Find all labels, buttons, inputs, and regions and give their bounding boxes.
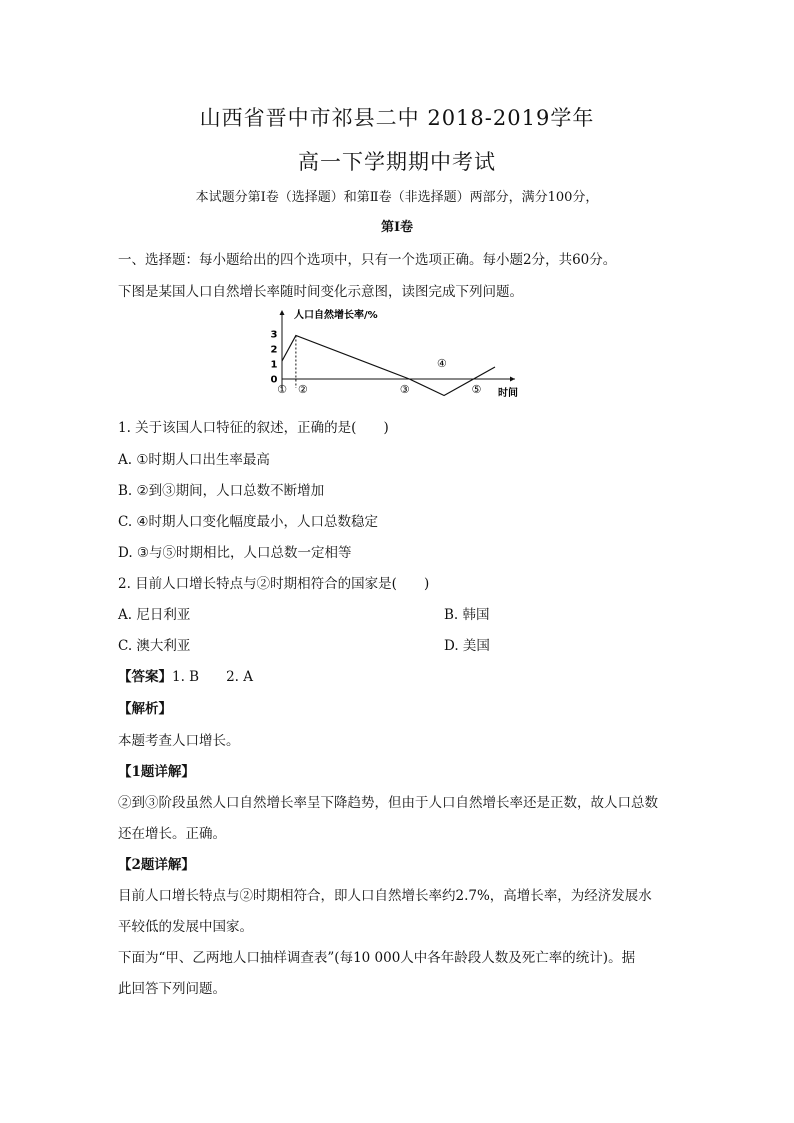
detail1-line1: ②到③阶段虽然人口自然增长率呈下降趋势，但由于人口自然增长率还是正数，故人口总数 [118, 795, 658, 811]
q2-stem: 2. 目前人口增长特点与②时期相符合的国家是( ) [118, 576, 430, 592]
q1-option-d: D. ③与⑤时期相比，人口总数一定相等 [118, 545, 352, 561]
chart-ylabel: 人口自然增长率/% [294, 310, 378, 321]
chart-markers [277, 357, 481, 396]
analysis-text: 本题考查人口增长。 [118, 733, 240, 749]
period-marker: ④ [436, 357, 447, 370]
detail2-line1: 目前人口增长特点与②时期相符合，即人口自然增长率约2.7%，高增长率，为经济发展水 [118, 888, 652, 904]
q2-option-d: D. 美国 [444, 638, 490, 654]
q1-option-c: C. ④时期人口变化幅度最小，人口总数稳定 [118, 514, 379, 530]
answer-text: 1. B 2. A [172, 669, 254, 685]
chart-ticks [271, 330, 278, 386]
detail2-line2: 平较低的发展中国家。 [118, 919, 253, 935]
period-marker: ③ [399, 383, 410, 396]
answer-line [118, 665, 253, 685]
q2-option-b: B. 韩国 [444, 607, 490, 623]
q1-option-a: A. ①时期人口出生率最高 [118, 452, 270, 468]
chart-axes [280, 310, 516, 389]
q1-stem: 1. 关于该国人口特征的叙述，正确的是( ) [118, 420, 389, 436]
figure-lead: 下图是某国人口自然增长率随时间变化示意图，读图完成下列问题。 [118, 284, 523, 300]
exam-title-line2: 高一下学期期中考试 [298, 150, 496, 174]
y-axis-arrow [280, 310, 285, 315]
analysis-label: 【解析】 [118, 701, 172, 717]
exam-title-line1: 山西省晋中市祁县二中 2018-2019学年 [199, 106, 595, 130]
section-heading: 一、选择题：每小题给出的四个选项中，只有一个选项正确。每小题2分，共60分。 [118, 252, 617, 268]
q1-option-b: B. ②到③期间，人口总数不断增加 [118, 483, 325, 499]
q2-option-a: A. 尼日利亚 [118, 607, 191, 623]
answer-label: 【答案】 [118, 669, 172, 685]
y-tick-label: 0 [270, 374, 278, 386]
period-marker: ⑤ [471, 383, 482, 396]
x-axis-arrow [510, 377, 515, 382]
q2-option-c: C. 澳大利亚 [118, 638, 191, 654]
detail2-label: 【2题详解】 [118, 857, 195, 873]
volume-heading: 第Ⅰ卷 [380, 220, 414, 235]
growth-rate-line [282, 336, 495, 396]
period-marker: ② [297, 383, 308, 396]
chart-xlabel: 时间 [498, 388, 518, 399]
detail1-label: 【1题详解】 [118, 764, 195, 780]
growth-rate-chart [270, 306, 530, 406]
y-tick-label: 1 [270, 359, 278, 371]
chart-series [282, 336, 495, 396]
next-question-line1: 下面为“甲、乙两地人口抽样调查表”(每10 000人中各年龄段人数及死亡率的统计)。据 [118, 950, 636, 966]
period-marker: ① [277, 383, 287, 396]
detail1-line2: 还在增长。正确。 [118, 826, 226, 842]
y-tick-label: 2 [270, 344, 278, 356]
y-tick-label: 3 [270, 329, 278, 341]
next-question-line2: 此回答下列问题。 [118, 981, 226, 997]
exam-intro: 本试题分第Ⅰ卷（选择题）和第Ⅱ卷（非选择题）两部分，满分100分， [195, 190, 599, 205]
